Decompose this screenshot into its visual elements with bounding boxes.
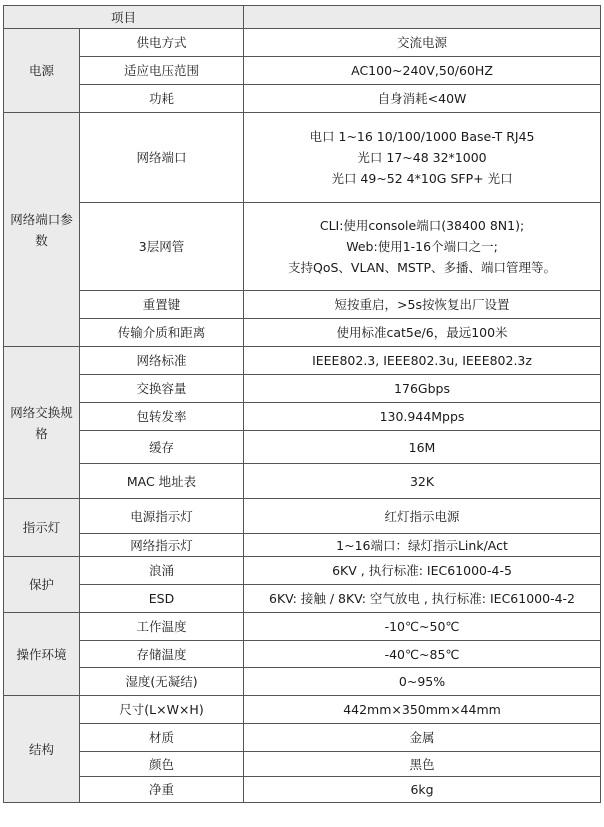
row-value-cell (244, 113, 601, 203)
table-row (4, 668, 601, 696)
row-label-cell: 网络标准 (80, 347, 244, 375)
row-value-cell (244, 585, 601, 613)
row-label-cell: 材质 (80, 724, 244, 752)
table-row (4, 431, 601, 464)
row-value-cell (244, 777, 601, 803)
row-label-cell: 浪涌 (80, 557, 244, 585)
value-line: 使用标准cat5e/6，最远100米 (336, 325, 508, 340)
spec-table-body (4, 6, 601, 803)
value-line: 442mm×350mm×44mm (343, 702, 501, 717)
row-label-cell: MAC 地址表 (80, 464, 244, 499)
value-line: 电口 1~16 10/100/1000 Base-T RJ45 (309, 129, 535, 144)
table-row (4, 291, 601, 319)
value-line: 红灯指示电源 (384, 508, 460, 524)
row-value-cell (244, 431, 601, 464)
row-label-cell: 存储温度 (80, 641, 244, 668)
value-line: 130.944Mpps (379, 409, 465, 424)
row-value-cell (244, 752, 601, 777)
value-line: 金属 (409, 730, 435, 745)
table-row (4, 724, 601, 752)
group-cell: 指示灯 (4, 499, 80, 557)
value-line: 32K (409, 473, 435, 489)
header-value-cell (244, 6, 601, 29)
value-line: 6KV , 执行标准: IEC61000-4-5 (332, 563, 512, 578)
row-label-cell: 3层网管 (80, 203, 244, 291)
group-cell: 结构 (4, 696, 80, 803)
row-value-cell (244, 464, 601, 499)
header-item-cell: 项目 (4, 6, 244, 29)
row-value-cell (244, 319, 601, 347)
table-row (4, 534, 601, 557)
value-line: 黑色 (409, 756, 435, 772)
group-cell: 网络端口参数 (4, 113, 80, 347)
row-value-cell (244, 557, 601, 585)
table-row (4, 375, 601, 403)
row-value-cell (244, 724, 601, 752)
table-row (4, 557, 601, 585)
table-row (4, 696, 601, 724)
value-line: 6KV: 接触 / 8KV: 空气放电 , 执行标准: IEC61000-4-2 (269, 591, 576, 606)
spec-table (3, 5, 601, 803)
value-line: 16M (408, 439, 436, 455)
row-label-cell: 网络端口 (80, 113, 244, 203)
value-line: IEEE802.3, IEEE802.3u, IEEE802.3z (312, 353, 532, 368)
value-line: 自身消耗<40W (377, 91, 467, 106)
table-row (4, 641, 601, 668)
row-label-cell: 包转发率 (80, 403, 244, 431)
row-label-cell: 净重 (80, 777, 244, 803)
value-line: 0~95% (398, 674, 446, 689)
row-label-cell: 功耗 (80, 85, 244, 113)
row-label-cell: 供电方式 (80, 29, 244, 57)
row-value-cell (244, 203, 601, 291)
row-label-cell: 缓存 (80, 431, 244, 464)
value-line: CLI:使用console端口(38400 8N1); (319, 218, 525, 233)
row-label-cell: 电源指示灯 (80, 499, 244, 534)
table-row (4, 203, 601, 291)
table-row (4, 319, 601, 347)
table-row (4, 57, 601, 85)
value-line: 光口 49~52 4*10G SFP+ 光口 (331, 171, 513, 186)
row-value-cell (244, 375, 601, 403)
table-row (4, 403, 601, 431)
table-row (4, 585, 601, 613)
table-row (4, 464, 601, 499)
table-row (4, 347, 601, 375)
row-value-cell (244, 291, 601, 319)
row-value-cell (244, 696, 601, 724)
group-cell: 网络交换规格 (4, 347, 80, 499)
row-label-cell: 重置键 (80, 291, 244, 319)
table-row (4, 613, 601, 641)
value-line: 短按重启，>5s按恢复出厂设置 (334, 297, 510, 312)
table-row (4, 752, 601, 777)
table-row (4, 113, 601, 203)
row-value-cell (244, 613, 601, 641)
row-value-cell (244, 668, 601, 696)
row-value-cell (244, 85, 601, 113)
row-label-cell: 工作温度 (80, 613, 244, 641)
value-line: 176Gbps (394, 381, 450, 396)
row-value-cell (244, 347, 601, 375)
value-line: Web:使用1-16个端口之一; (346, 239, 498, 254)
value-line: 6kg (410, 782, 434, 797)
table-header-row (4, 6, 601, 29)
table-row (4, 29, 601, 57)
value-line: 1~16端口：绿灯指示Link/Act (336, 537, 508, 553)
row-value-cell (244, 499, 601, 534)
group-cell: 电源 (4, 29, 80, 113)
table-row (4, 85, 601, 113)
group-cell: 保护 (4, 557, 80, 613)
value-line: -10℃~50℃ (384, 619, 460, 634)
row-value-cell (244, 403, 601, 431)
group-cell: 操作环境 (4, 613, 80, 696)
table-row (4, 499, 601, 534)
row-label-cell: 湿度(无凝结) (80, 668, 244, 696)
row-label-cell: 传输介质和距离 (80, 319, 244, 347)
value-line: AC100~240V,50/60HZ (351, 63, 493, 78)
table-row (4, 777, 601, 803)
row-label-cell: 网络指示灯 (80, 534, 244, 557)
row-label-cell: 交换容量 (80, 375, 244, 403)
row-value-cell (244, 57, 601, 85)
row-label-cell: 适应电压范围 (80, 57, 244, 85)
row-value-cell (244, 29, 601, 57)
value-line: 交流电源 (397, 35, 448, 50)
row-label-cell: 尺寸(L×W×H) (80, 696, 244, 724)
value-line: 光口 17~48 32*1000 (357, 150, 487, 165)
row-label-cell: ESD (80, 585, 244, 613)
value-line: -40℃~85℃ (384, 646, 460, 662)
row-value-cell (244, 641, 601, 668)
value-line: 支持QoS、VLAN、MSTP、多播、端口管理等。 (288, 260, 557, 275)
row-label-cell: 颜色 (80, 752, 244, 777)
row-value-cell (244, 534, 601, 557)
